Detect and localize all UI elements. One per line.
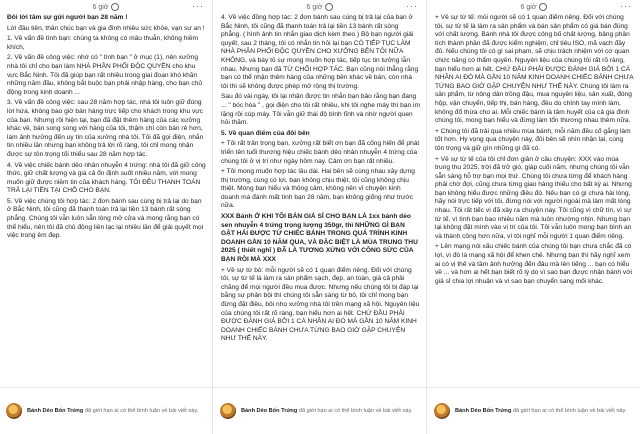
post-body (0, 14, 212, 386)
post-paragraph: + Lên mạng nói xấu chiếc bánh của chúng tôi bạn chưa chắc đã có lợi, vì đó là mạng xã hội để khen chê. Nhưng bạn thì hãy nghĩ xem ai có vị thế và tầm ảnh hưởng đến đâu mà lên tiếng ... bạn có hiểu về ... và hơn ai hết bạn biết rõ lý do vì sao bạn được nhận bánh với giá sỉ chia lợi nhuận và vì sao bạn chuyển sang mối khác. (435, 243, 633, 285)
more-options-icon[interactable]: ··· (406, 1, 418, 11)
post-paragraph: + Chúng tôi đã trải qua nhiều mùa bánh, mỗi năm đều cố gắng làm tốt hơn. Hy vọng qua chuyện này, đôi bên sẽ nhìn nhận lại, cùng tôn trọng và giữ gìn những gì đã có. (435, 127, 631, 152)
post-paragraph: 4. Về việc đồng hợp tác: 2 đơn bánh sau cùng bị trả lại của bạn ở Bắc Ninh, tôi cũng đã thanh toán trả lại tiền 13 bánh rất sòng phẳng. ( hình ảnh tin nhắn giao dịch kèm theo ) Bộ bạn người giải quyết, sau 2 tháng, tôi có nhắn tin hỏi lại bạn CÓ TIẾP TỤC LÀM NHÀ PHÂN PHỐI ĐỘC QUYỀN CHO XƯỞNG BÊN TÔI NỮA KHÔNG, và bày tỏ sự mong muốn hợp tác, tiếp tục tin tưởng lẫn nhau. Nhưng bạn đã TỪ CHỐI HỢP TÁC. Bạn cũng nói thẳng rằng bạn có thể nhận thêm hàng của những bên khác về bán, còn nhà tôi thì sẽ không được phép mở rộng thị trường. (221, 14, 419, 90)
more-options-icon[interactable]: ··· (620, 1, 632, 11)
comment-restriction-text: đã giới hạn ai có thể bình luận về bài viết này. (512, 408, 627, 414)
globe-icon (539, 3, 547, 11)
more-options-icon[interactable]: ··· (192, 1, 204, 11)
page-name[interactable]: Bánh Dẻo Bốn Trứng (455, 408, 512, 414)
post-header (214, 0, 426, 14)
post-highlight-paragraph: XXX Bánh Ở KHI TÔI BÁN GIÁ SỈ CHO BẠN LÀ 1xx bánh dẻo sen nhuyễn 4 trứng trọng lượng 350gr, thì NHỮNG GÌ BẠN GẶT HÁI ĐƯỢC TỪ CHIẾC BÁNH TRONG QUÁ TRÌNH KINH DOANH GẦN 10 NĂM QUA, VÀ ĐẶC BIỆT LÀ MÙA TRUNG THU 2025 ( thiết nghĩ ) ĐÃ LÀ TƯƠNG XỨNG VỚI CÔNG SỨC CỦA BẠN RỒI MÀ XXX (221, 213, 418, 264)
page-avatar[interactable] (220, 403, 236, 419)
post-paragraph: + Về sự từ bỏ: mỗi người sẽ có 1 quan điểm riêng. Đối với chúng tôi, sự từ tế là làm ra sản phẩm sạch, đẹp, an toàn, giá cả phải chăng để mọi người đều mua được. Nhưng nếu chúng tôi bị đáp lại bằng sự phản bội thì chúng tôi sẵn sàng từ bỏ, tôi chỉ mong bạn đừng đặt điều, bôi nhọ xưởng nhà tôi trên mạng xã hội. Nguyên liệu của chúng tôi rất rõ ràng, bạn hiểu hơn ai hết. CHỨ ĐẦU PHẢI ĐƯỢC ĐÁNH GIÁ BỞI 1 CÁ NHÂN AI ĐÓ MÀ GẦN 10 NĂM KINH DOANH CHIẾC BÁNH CHƯA TỪNG BAO GIỜ GẶP CHUYỆN NHƯ THẾ NÀY. (221, 266, 420, 343)
post-paragraph: 3. Về vấn đề công việc: sau 28 năm hợp tác, nhà tôi luôn giữ đúng lời hứa, không bao giờ bán hàng trực tiếp cho khách trong khu vực của bạn. Nhưng rồi hiện tại, bạn đã đặt thêm hàng của các xưởng khác về, bán song song với hàng của tôi, thậm chí còn bán rẻ hơn, làm ảnh hưởng đến uy tín của xưởng nhà tôi. Tôi đã gọi điện, nhắn tin nhiều lần nhưng bạn không trả lời rõ ràng, tôi chỉ mong nhận được sự tôn trọng tối thiểu sau 28 năm hợp tác. (7, 99, 204, 158)
page-avatar[interactable] (6, 403, 22, 419)
post-paragraph: 5. Về việc chúng tôi hợp tác: 2 đơn bánh sau cùng bị trả lại do bạn ở Bắc Ninh, tôi cũng đã thanh toán trả lại tiền 13 bánh rất sòng phẳng. Chúng tôi vẫn luôn sẵn lòng mở cửa và mong rằng bạn có thể hiểu, nên tôi đã chủ động liên lạc lại nhiều lần để giải quyết mọi việc trong êm đẹp. (7, 197, 204, 240)
comment-restriction-text: đã giới hạn ai có thể bình luận về bài viết này. (84, 408, 199, 414)
page-avatar[interactable] (434, 403, 450, 419)
post-title: Đôi lời tâm sự gửi người bạn 28 năm ! (7, 14, 128, 21)
post-paragraph: 4. Về việc chiếc bánh dẻo nhân nhuyễn 4 trứng: nhà tôi đã giữ công thức, giữ chất lượng và giá cả ổn định suốt nhiều năm, với mong muốn giữ được niềm tin của khách hàng. TÔI ĐỀU THANH TOÁN TRẢ LẠI TIỀN TẠI CHỖ CHO BẠN. (7, 161, 206, 195)
post-body (214, 14, 426, 386)
page-name[interactable]: Bánh Dẻo Bốn Trứng (241, 408, 298, 414)
comment-restriction-bar (0, 387, 212, 434)
post-header (0, 0, 212, 14)
post-panel-1 (0, 0, 213, 434)
comment-restriction-text: đã giới hạn ai có thể bình luận về bài viết này. (298, 408, 413, 414)
post-time: 6 giờ (306, 3, 323, 11)
post-paragraph: + Về sự từ tế của tôi chỉ đơn giản ở câu chuyện: XXX vào mùa trung thu 2025, trời đã trở gió, giáp cuối năm, nhưng chúng tôi vẫn sẵn sàng hỗ trợ bạn mọi thứ. Chúng tôi chưa từng để khách hàng phải chờ đợi, cũng chưa từng giao hàng thiếu cho bất kỳ ai. Nhưng bạn không hiểu được những điều đó. Nếu bạn có gì chưa hài lòng, hãy nói trực tiếp với tôi, đừng nói với người ngoài mà làm mất lòng nhau. Tôi rất tiếc vì đã xảy ra chuyện này. Tôi cũng vì chữ tín, vì sự từ tế, vì tình bạn bao nhiêu năm mà luôn nhường nhịn. Nhưng bạn lại không đặt mình vào vị trí của tôi. Tôi vẫn luôn mong bạn bình an và thành công hơn nữa, vì tôi nghĩ mỗi người 1 quan điểm riêng. (435, 155, 632, 240)
post-paragraph: 2. Về vấn đề công việc: nhớ có " tình bạn " ở mục (1), nên xưởng nhà tôi chỉ cho bạn làm NHÀ PHÂN PHỐI ĐỘC QUYỀN cho khu vực Bắc Ninh. Tôi đã giúp bạn rất nhiều trong giai đoạn khó khăn những năm đầu, không bắt buộc bạn phải nhập hàng, cho bạn chủ động trong kinh doanh ... (7, 54, 203, 96)
comment-restriction-bar (214, 387, 426, 434)
post-paragraph: + Tôi mong muốn hợp tác lâu dài. Hai bên sẽ cùng nhau xây dựng thị trường, cùng có lợi, bạn không chịu thiệt, tôi cũng không chịu thiệt. Mong bạn hiểu và thông cảm, không nên vì chuyện kinh doanh mà đánh mất tình bạn 28 năm, bạn không giống như trước nữa. (221, 168, 415, 210)
globe-icon (325, 3, 333, 11)
comment-restriction-bar (428, 387, 640, 434)
post-section-heading: 5. Về quan điểm của đôi bên (221, 129, 310, 137)
post-paragraph: + Về sự từ tế: mỗi người sẽ có 1 quan điểm riêng. Đối với chúng tôi, sự từ tế là làm ra sản phẩm và bán sản phẩm có giá bán đúng với chất lượng. Bánh nhà tôi được công bố chất lượng, bảng phân tích thành phần đã được kiểm nghiệm, chỉ tiêu ISO, mã vạch đầy đủ. Nếu chúng tôi có gì sai phạm, sẽ chịu trách nhiệm với cơ quan chức năng có thẩm quyền. Nguyên liệu của chúng tôi rất rõ ràng, bạn hiểu hơn ai hết. CHỨ ĐẦU PHẢI ĐƯỢC ĐÁNH GIÁ BỞI 1 CÁ NHÂN AI ĐÓ MÀ GẦN 10 NĂM KINH DOANH CHIẾC BÁNH CHƯA TỪNG BAO GIỜ GẶP CHUYỆN NHƯ THẾ NÀY. Chúng tôi làm ra sản phẩm, từ nông dân trồng đậu, mua nguyên liệu, sản xuất, đóng hộp, vận chuyển, tiếp thị, bán hàng, đều do chính tay mình làm, không đổ thừa cho ai. Mỗi chiếc bánh là tâm huyết của cả gia đình chúng tôi, mong bạn hiểu và đừng làm tổn thương nhau thêm nữa. (435, 14, 634, 125)
post-body (428, 14, 640, 386)
post-time: 6 giờ (92, 3, 109, 11)
post-header (428, 0, 640, 14)
post-paragraph: Lời đầu tiên, thân chúc bạn và gia đình nhiều sức khỏe, vạn sự an ! (7, 24, 205, 32)
post-panel-2 (214, 0, 427, 434)
globe-icon (111, 3, 119, 11)
post-paragraph: 1. Về vấn đề tình bạn: chúng ta không có mâu thuẫn, không hiềm khích, (7, 35, 198, 51)
page-name[interactable]: Bánh Dẻo Bốn Trứng (27, 408, 84, 414)
post-panel-3 (428, 0, 640, 434)
post-time: 6 giờ (520, 3, 537, 11)
post-paragraph: + Tôi rất trân trọng bạn, xưởng rất biết ơn bạn đã cống hiến để phát triển tên tuổi thương hiệu chiếc bánh dẻo nhân nhuyễn 4 trứng của chúng tôi ở vị trí như ngày hôm nay. Cảm ơn bạn rất nhiều. (221, 140, 420, 165)
post-paragraph: Sau đó vài ngày, tôi lại nhận được tin nhắn bạn bảo rằng bạn đang ... " bóc hóa " , gọi điện cho tôi rất nhiều, khi tôi nghe máy thì bạn im lặng rồi cúp máy. Tôi vẫn giữ thái độ bình tĩnh và nhờ người quen hỏi thăm. (221, 93, 420, 127)
